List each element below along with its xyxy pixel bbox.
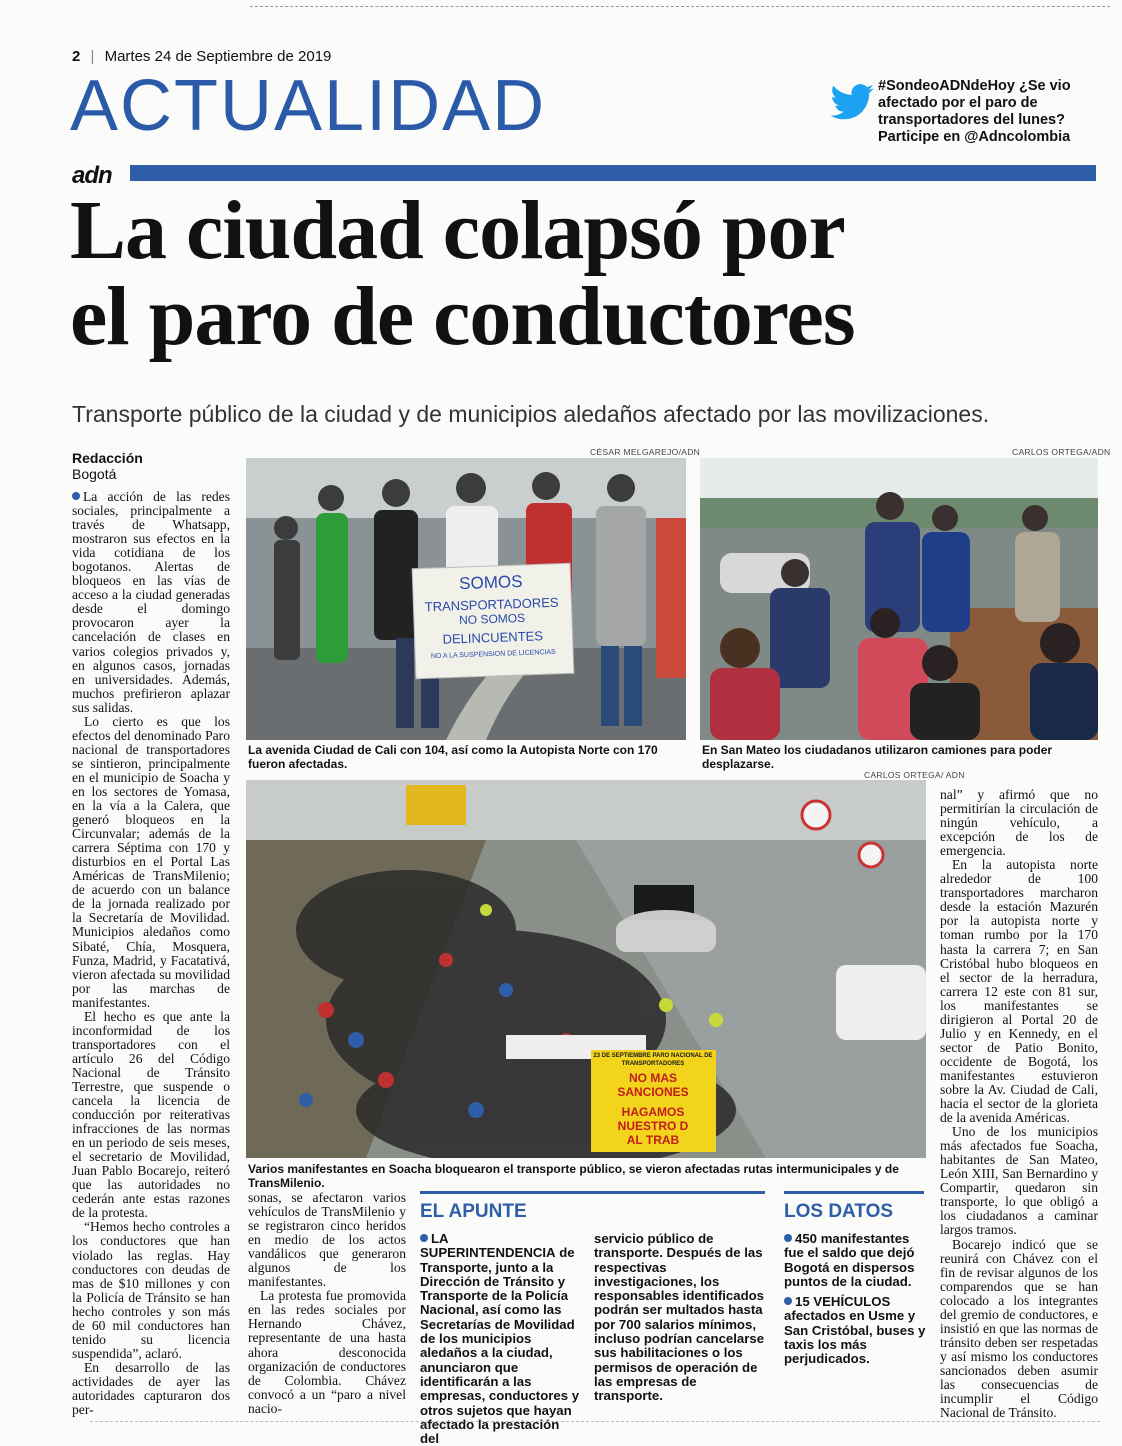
- photo-caption: Varios manifestantes en Soacha bloquearon el transporte público, se vieron afectadas rutas intermunicipales y de TransMilenio.: [248, 1162, 899, 1190]
- article-paragraph: La protesta fue promovida en las redes sociales por Hernando Chávez, representante de una hasta ahora desconocida organización de conductores de Colombia. Chávez convocó a un “paro a nivel nacio-: [248, 1288, 406, 1416]
- apunte-text-1: de Transporte, junto a la Dirección de Tránsito y Transporte de la Policía Nacional, así como las Secretarías de Movilidad de los municipios aledaños a la ciudad, anunciaron que identificarán a las empresas, conductores y otros sujetos que hayan afectado la prestación del: [420, 1245, 580, 1446]
- byline-city: Bogotá: [72, 466, 117, 482]
- byline: [72, 450, 143, 482]
- apunte-rule: [420, 1191, 765, 1194]
- article-paragraph: Bocarejo indicó que se reunirá con Chávez con el fin de revisar algunos de los comparendos que se han colocado a los integrantes del gremio de conductores, e insistió en que las normas de tránsito deben ser respetadas y así mismo los conductores sancionados deben asumir las consecuencias de incumplir el Código Nacional de Tránsito.: [940, 1236, 1098, 1421]
- protest-banner: 23 DE SEPTIEMBRE PARO NACIONAL DE TRANSPORTADORES NO MAS SANCIONES HAGAMOS NUESTRO D AL TRAB: [593, 1053, 713, 1147]
- apunte-lead: LA SUPERINTENDENCIA: [420, 1231, 556, 1261]
- byline-author: Redacción: [72, 450, 143, 466]
- bullet-icon: [72, 492, 80, 500]
- folio: [72, 48, 331, 65]
- photo-credit: CARLOS ORTEGA/ADN: [1012, 447, 1111, 457]
- photo-credit: CÉSAR MELGAREJO/ADN: [590, 447, 701, 457]
- article-paragraph: sonas, se afectaron varios vehículos de TransMilenio y se registraron cinco heridos en medio de los actos vandálicos que generaron algunos de los manifestantes.: [248, 1190, 406, 1290]
- adn-logo: adn: [72, 162, 112, 189]
- photo-caption: En San Mateo los ciudadanos utilizaron camiones para poder desplazarse.: [702, 743, 1053, 771]
- headline-line-1: La ciudad colapsó por: [70, 184, 845, 277]
- apunte-text-2: servicio público de transporte. Después de las respectivas investigaciones, los responsables identificados podrán ser multados hasta por 700 salarios mínimos, incluso podrían cancelarse sus habilitaciones o los permisos de operación de las empresas de transporte.: [594, 1231, 765, 1404]
- article-column-1: [72, 490, 230, 1417]
- soacha-march-photo: [246, 780, 926, 1158]
- bottom-rule: [90, 1421, 1100, 1422]
- article-paragraph: “Hemos hecho controles a los conductores que han violado las reglas. Hay conductores con deudas de mas de $10 millones y con la Policía de Tránsito se han hecho controles y son más de 60 mil conductores han tenido su licencia suspendida”, aclaró.: [72, 1219, 230, 1361]
- top-rule: [250, 6, 1110, 7]
- datos-item: 15 VEHÍCULOS afectados en Usme y San Cristóbal, buses y taxis los más perjudicados.: [784, 1294, 926, 1367]
- folio-separator: |: [90, 48, 95, 65]
- bullet-icon: [420, 1234, 428, 1242]
- page-number: 2: [72, 48, 81, 65]
- truck-photo-illustration: [700, 458, 1098, 740]
- twitter-poll-text: #SondeoADNdeHoy ¿Se vio afectado por el paro de transportadores del lunes? Participe en @Adncolombia: [878, 78, 1071, 145]
- article-paragraph: En la autopista norte alrededor de 100 transportadores marcharon desde la estación Mazurén por la autopista norte y toman rumbo por la 170 hasta la carrera 7; en San Cristóbal hubo bloqueos en el sector de la herradura, carrera 12 este con 81 sur, los manifestantes se dirigieron al Portal 20 de Julio y en Kennedy, en el sector de Patio Bonito, occidente de Bogotá, los manifestantes estuvieron sobre la Av. Ciudad de Cali, hacia el sector de la glorieta de la avenida Américas.: [940, 857, 1098, 1126]
- twitter-bird-icon: [830, 84, 874, 120]
- bullet-icon: [784, 1234, 792, 1242]
- article-paragraph: Lo cierto es que los efectos del denominado Paro nacional de transportadores se sintieron, principalmente en el municipio de Soacha y en los sectores de Yomasa, en la vía a la Calera, que generó bloqueos en la Circunvalar; además de la carrera Séptima con 170 y disturbios en el Portal Las Américas de TransMilenio; de acuerdo con un balance de la jornada realizado por la Secretaría de Movilidad. Municipios aledaños como Sibaté, Chía, Mosquera, Funza, Madrid, y Facatativá, vieron afectada su movilidad por las marchas de manifestantes.: [72, 713, 230, 1010]
- protest-photo-ciudad-de-cali: [246, 458, 686, 740]
- apunte-title: EL APUNTE: [420, 1201, 527, 1222]
- bullet-icon: [784, 1297, 792, 1305]
- article-paragraph: En desarrollo de las actividades de ayer las autoridades capturaron dos per-: [72, 1359, 230, 1418]
- article-paragraph: La acción de las redes sociales, principalmente a través de Whatsapp, mostraron sus efectos en la vida cotidiana de los bogotanos. Alertas de bloqueos en las vías de acceso a la ciudad generadas desde el domingo provocaron ayer la cancelación de clases en varios colegios privados y, en algunos casos, jornadas en universidades. Además, muchos prefirieron aplazar sus salidas.: [72, 489, 230, 715]
- subheadline: Transporte público de la ciudad y de municipios aledaños afectado por las movilizaciones.: [72, 401, 990, 427]
- headline-line-2: el paro de conductores: [70, 270, 855, 363]
- article-column-2: [248, 1191, 406, 1416]
- section-title: ACTUALIDAD: [70, 66, 547, 146]
- issue-date: Martes 24 de Septiembre de 2019: [104, 48, 332, 65]
- brand-bar: [130, 165, 1096, 181]
- headline: [70, 184, 1110, 363]
- datos-list: [784, 1232, 926, 1367]
- photo-credit: CARLOS ORTEGA/ ADN: [864, 770, 965, 780]
- apunte-column-1: [420, 1232, 580, 1446]
- datos-rule: [784, 1191, 924, 1194]
- article-paragraph: El hecho es que ante la inconformidad de los transportadores con el artículo 26 del Código Nacional de Tránsito Terrestre, que suspende o cancela la licencia de conducción por reiterativas infracciones de las normas en un periodo de seis meses, el secretario de Movilidad, Juan Pablo Bocarejo, reiteró que las autoridades no cederán ante estas razones de la protesta.: [72, 1008, 230, 1221]
- march-photo-illustration: [246, 780, 926, 1158]
- san-mateo-truck-photo: [700, 458, 1098, 740]
- protest-sign: SOMOS TRANSPORTADORES NO SOMOS DELINCUENTES NO A LA SUSPENSION DE LICENCIAS: [424, 571, 559, 661]
- article-column-5: [940, 788, 1098, 1420]
- article-paragraph: Uno de los municipios más afectados fue Soacha, habitantes de San Mateo, León XIII, San Bernardino y Compartir, quedaron sin transporte, lo que obligó a los ciudadanos a caminar largos tramos.: [940, 1124, 1098, 1238]
- article-paragraph: nal” y afirmó que no permitirían la circulación de ningún vehículo, a excepción de los de emergencia.: [940, 787, 1098, 859]
- photo-caption: La avenida Ciudad de Cali con 104, así como la Autopista Norte con 170 fueron afectadas.: [248, 743, 658, 771]
- datos-item: 450 manifestantes fue el saldo que dejó Bogotá en dispersos puntos de la ciudad.: [784, 1231, 915, 1289]
- apunte-column-2: [594, 1232, 766, 1404]
- datos-title: LOS DATOS: [784, 1201, 894, 1222]
